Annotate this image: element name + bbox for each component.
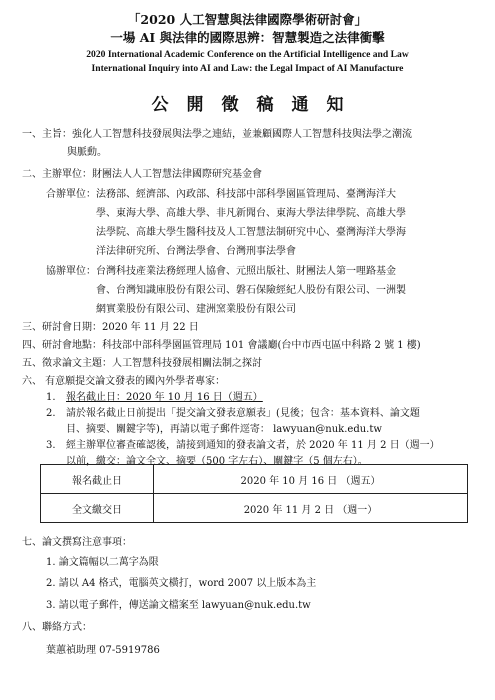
contact-info: 葉蕙禎助理 07-5919786 bbox=[46, 645, 160, 656]
section2-host: 二、主辦單位：財團法人人工智慧法律國際研究基金會 bbox=[22, 169, 262, 180]
section3-date: 三、研討會日期：2020 年 11 月 22 日 bbox=[22, 322, 199, 333]
title-zh-line1: 「2020 人工智慧與法律國際學術研討會」 bbox=[127, 12, 368, 27]
section7-item3: 3. 請以電子郵件，傳送論文檔案至 lawyuan@nuk.edu.tw bbox=[46, 600, 311, 611]
registration-deadline: 報名截止日：2020 年 10 月 16 日（週五） bbox=[66, 392, 263, 403]
title-en-line2: International Inquiry into AI and Law: the Legal Impact of AI Manufacture bbox=[91, 63, 404, 74]
table-row bbox=[41, 494, 468, 523]
assisting-organizer-line1: 台灣科技產業法務經理人協會、元照出版社、財團法人第一哩路基金 bbox=[96, 266, 396, 277]
section7-heading: 七、論文撰寫注意事項： bbox=[22, 537, 132, 548]
assisting-organizer-line2: 會、台灣知識庫股份有限公司、磐石保險經紀人股份有限公司、一洲製 bbox=[96, 285, 406, 296]
table-cell-label: 全文繳交日 bbox=[41, 494, 154, 523]
co-organizer-line3: 法學院、高雄大學生醫科技及人工智慧法制研究中心、臺灣海洋大學海 bbox=[96, 227, 406, 238]
co-organizer-line4: 洋法律研究所、台灣法學會、台灣刑事法學會 bbox=[96, 246, 296, 257]
section6-item2-line1: 請於報名截止日前提出「提交論文發表意願表」(見後；包含：基本資料、論文題 bbox=[66, 408, 420, 419]
dates-table bbox=[40, 464, 468, 523]
table-row bbox=[41, 465, 468, 494]
section1-line2: 與脈動。 bbox=[67, 147, 107, 158]
co-organizer-label: 合辦單位： bbox=[46, 189, 96, 200]
table-cell-value: 2020 年 11 月 2 日 （週一） bbox=[154, 494, 468, 523]
notice-title: 公開徵稿通知 bbox=[151, 95, 362, 115]
section6-item2-line2: 目、摘要、關鍵字等)，再請以電子郵件逕寄： lawyuan@nuk.edu.tw bbox=[66, 424, 382, 435]
section5-topic: 五、徵求論文主題：人工智慧科技發展相關法制之探討 bbox=[22, 358, 262, 369]
section6-item3-number: 3. bbox=[46, 440, 56, 451]
section6-item2-number: 2. bbox=[46, 408, 56, 419]
section7-item2: 2. 請以 A4 格式，電腦英文橫打，word 2007 以上版本為主 bbox=[46, 578, 317, 589]
title-zh-line2: 一場 AI 與法律的國際思辨：智慧製造之法律衝擊 bbox=[110, 30, 385, 45]
section6-item1-number: 1. bbox=[46, 392, 56, 403]
section6-heading: 六、 有意願提交論文發表的國內外學者專家： bbox=[22, 376, 226, 387]
section6-item3-line1: 經主辦單位審查確認後，請接到通知的發表論文者，於 2020 年 11 月 2 日（週一） bbox=[66, 440, 440, 451]
section7-item1: 1. 論文篇幅以二萬字為限 bbox=[46, 557, 159, 568]
section4-venue: 四、研討會地點：科技部中部科學園區管理局 101 會議廳(台中市西屯區中科路 2 號 1 樓) bbox=[22, 340, 421, 351]
section8-heading: 八、聯絡方式： bbox=[22, 622, 92, 633]
co-organizer-line1: 法務部、經濟部、內政部、科技部中部科學園區管理局、臺灣海洋大 bbox=[96, 189, 396, 200]
table-cell-label: 報名截止日 bbox=[41, 465, 154, 494]
title-en-line1: 2020 International Academic Conference on the Artificial Intelligence and Law bbox=[86, 49, 409, 60]
co-organizer-line2: 學、東海大學、高雄大學、非凡新聞台、東海大學法律學院、高雄大學 bbox=[96, 208, 406, 219]
assisting-organizer-label: 協辦單位： bbox=[46, 266, 96, 277]
section1-line1: 一、主旨：強化人工智慧科技發展與法學之連結，並兼顧國際人工智慧科技與法學之潮流 bbox=[22, 129, 412, 140]
table-cell-value: 2020 年 10 月 16 日 （週五） bbox=[154, 465, 468, 494]
assisting-organizer-line3: 網實業股份有限公司、建洲窯業股份有限公司 bbox=[96, 304, 296, 315]
section6-item3-line2: 以前，繳交：論文全文、摘要（500 字左右）、關鍵字（5 個左右）。 bbox=[66, 456, 368, 467]
